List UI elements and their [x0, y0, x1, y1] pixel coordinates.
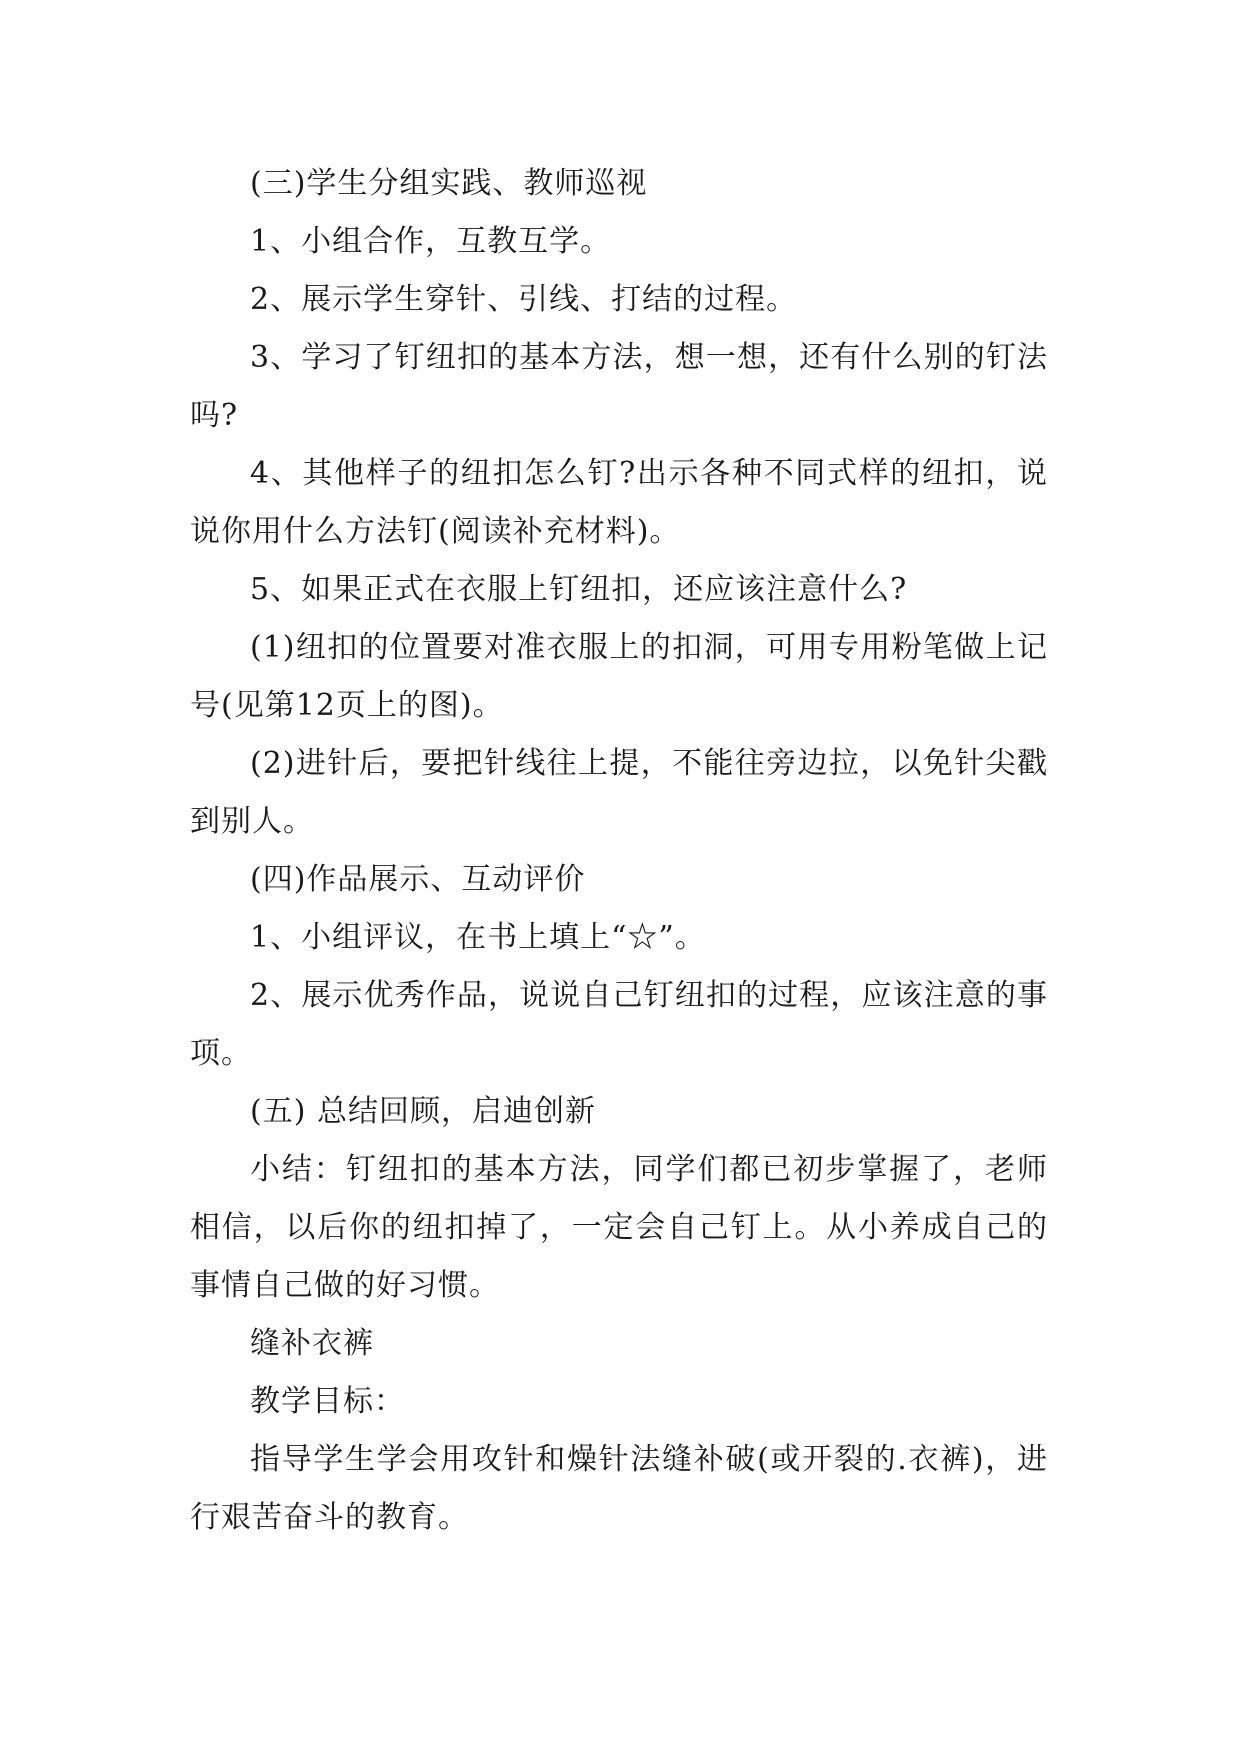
- paragraph: 2、展示优秀作品，说说自己钉纽扣的过程，应该注意的事项。: [190, 978, 1048, 1071]
- paragraph: 4、其他样子的纽扣怎么钉?出示各种不同式样的纽扣，说说你用什么方法钉(阅读补充材料)。: [190, 456, 1048, 549]
- paragraph: (2)进针后，要把针线往上提，不能往旁边拉，以免针尖戳到别人。: [190, 746, 1048, 839]
- section-heading-5: (五) 总结回顾，启迪创新: [250, 1094, 596, 1129]
- paragraph: (1)纽扣的位置要对准衣服上的扣洞，可用专用粉笔做上记号(见第12页上的图)。: [190, 630, 1048, 723]
- lesson-title: 缝补衣裤: [250, 1326, 374, 1361]
- document-body: [190, 155, 1048, 1547]
- section-heading-4: (四)作品展示、互动评价: [250, 862, 586, 897]
- objectives-paragraph: 指导学生学会用攻针和燥针法缝补破(或开裂的.衣裤)，进行艰苦奋斗的教育。: [190, 1442, 1048, 1535]
- objectives-heading: 教学目标：: [250, 1384, 405, 1419]
- paragraph: 2、展示学生穿针、引线、打结的过程。: [250, 282, 798, 317]
- summary-paragraph: 小结：钉纽扣的基本方法，同学们都已初步掌握了，老师相信，以后你的纽扣掉了，一定会自己钉上。从小养成自己的事情自己做的好习惯。: [190, 1152, 1048, 1303]
- section-heading-3: (三)学生分组实践、教师巡视: [250, 166, 648, 201]
- paragraph: 1、小组评议，在书上填上“☆”。: [250, 920, 706, 955]
- paragraph: 3、学习了钉纽扣的基本方法，想一想，还有什么别的钉法吗?: [190, 340, 1048, 433]
- paragraph: 5、如果正式在衣服上钉纽扣，还应该注意什么?: [250, 572, 908, 607]
- paragraph: 1、小组合作，互教互学。: [250, 224, 612, 259]
